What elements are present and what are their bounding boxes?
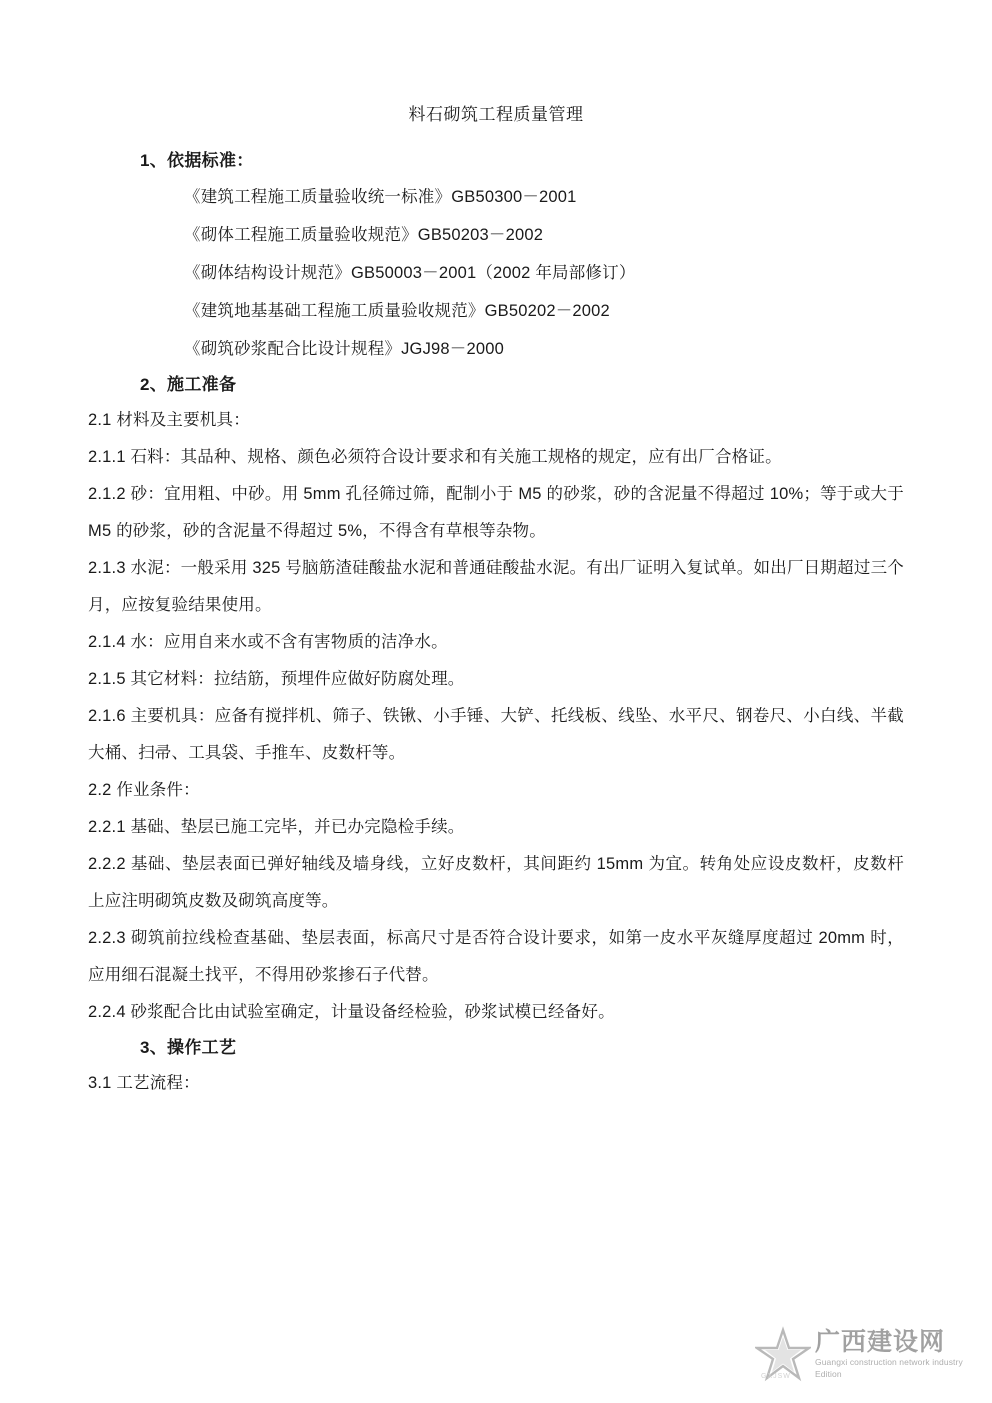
section-heading: 3、操作工艺 xyxy=(140,1038,237,1057)
watermark-brand-cn: 广西建设网 xyxy=(815,1328,946,1356)
paragraph: 2.1.5 其它材料：拉结筋，预埋件应做好防腐处理。 xyxy=(88,670,465,688)
paragraph: 2.2.2 基础、垫层表面已弹好轴线及墙身线，立好皮数杆，其间距约 15mm 为宜。转角处应设皮数杆，皮数杆上应注明砌筑皮数及砌筑高度等。 xyxy=(88,855,904,910)
section-heading: 1、依据标准： xyxy=(140,151,254,170)
paragraph: 3.1 工艺流程： xyxy=(88,1074,200,1092)
paragraph: 2.1.2 砂：宜用粗、中砂。用 5mm 孔径筛过筛，配制小于 M5 的砂浆，砂的含泥量不得超过 10%；等于或大于 M5 的砂浆，砂的含泥量不得超过 5%，不得含有草根等杂物。 xyxy=(88,485,904,540)
reference-standard-line: 《建筑工程施工质量验收统一标准》GB50300－2001 xyxy=(184,188,577,206)
reference-standard-line: 《砌筑砂浆配合比设计规程》JGJ98－2000 xyxy=(184,340,504,358)
paragraph: 2.1.4 水：应用自来水或不含有害物质的洁净水。 xyxy=(88,633,448,651)
reference-standard-line: 《建筑地基基础工程施工质量验收规范》GB50202－2002 xyxy=(184,302,610,320)
paragraph: 2.1 材料及主要机具： xyxy=(88,411,250,429)
watermark-subtext: GXJSW xyxy=(761,1373,791,1380)
paragraph: 2.1.3 水泥：一般采用 325 号脑筋渣硅酸盐水泥和普通硅酸盐水泥。有出厂证明入复试单。如出厂日期超过三个月，应按复验结果使用。 xyxy=(88,559,904,614)
star-icon xyxy=(755,1326,811,1382)
watermark-brand-en: Guangxi construction network industry Edition xyxy=(815,1357,963,1379)
paragraph: 2.2.4 砂浆配合比由试验室确定，计量设备经检验，砂浆试模已经备好。 xyxy=(88,1003,615,1021)
reference-standard-line: 《砌体工程施工质量验收规范》GB50203－2002 xyxy=(184,226,544,244)
paragraph: 2.1.6 主要机具：应备有搅拌机、筛子、铁锹、小手锤、大铲、托线板、线坠、水平尺、钢卷尺、小白线、半截大桶、扫帚、工具袋、手推车、皮数杆等。 xyxy=(88,707,904,762)
paragraph: 2.2.1 基础、垫层已施工完毕，并已办完隐检手续。 xyxy=(88,818,465,836)
page-title: 料石砌筑工程质量管理 xyxy=(408,105,584,124)
paragraph: 2.2 作业条件： xyxy=(88,781,200,799)
paragraph: 2.2.3 砌筑前拉线检查基础、垫层表面，标高尺寸是否符合设计要求，如第一皮水平灰缝厚度超过 20mm 时，应用细石混凝土找平，不得用砂浆掺石子代替。 xyxy=(88,929,904,984)
watermark-text xyxy=(815,1328,970,1380)
reference-standard-line: 《砌体结构设计规范》GB50003－2001（2002 年局部修订） xyxy=(184,264,636,282)
paragraph: 2.1.1 石料：其品种、规格、颜色必须符合设计要求和有关施工规格的规定，应有出厂合格证。 xyxy=(88,448,782,466)
document-body xyxy=(88,144,904,1102)
section-heading: 2、施工准备 xyxy=(140,375,237,394)
watermark xyxy=(755,1323,970,1385)
